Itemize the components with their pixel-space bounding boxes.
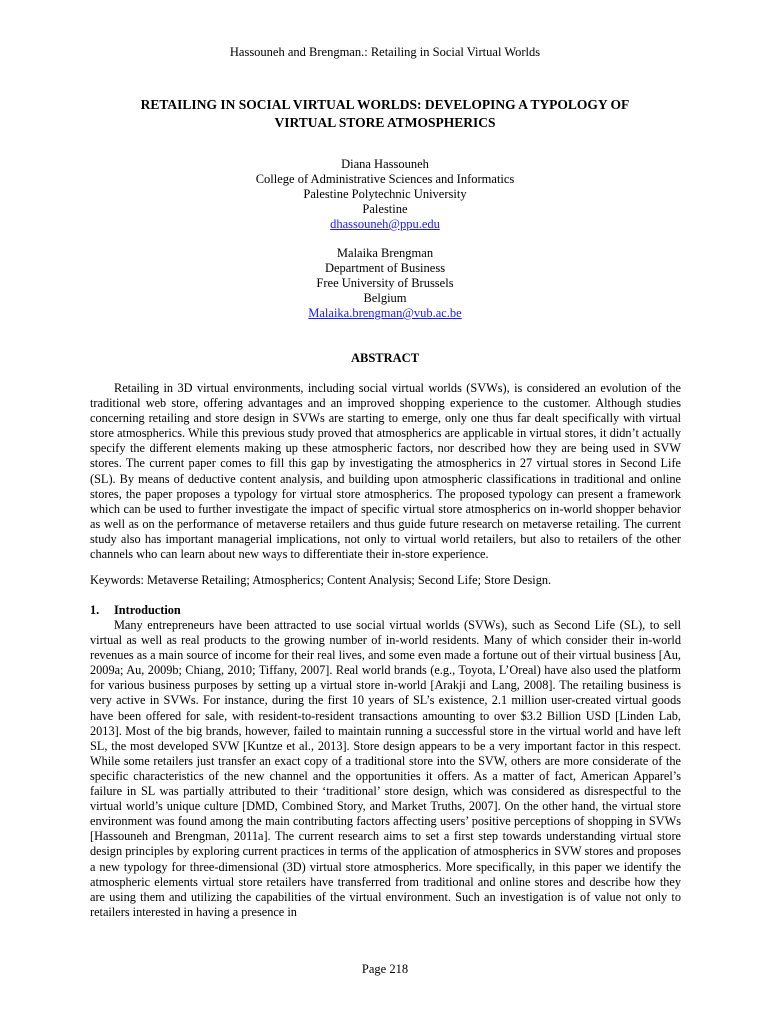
author-block-1 (0, 157, 770, 232)
introduction-text: Many entrepreneurs have been attracted to use social virtual worlds (SVWs), such as Second Life (SL), to sell virtual as well as real products to the growing number of in-world residents. Many of which consider their in-world revenues as a main source of income for their real lives, and some even made a fortune out of their virtual business [Au, 2009a; Au, 2009b; Chiang, 2010; Tiffany, 2007]. Real world brands (e.g., Toyota, L’Oreal) have also used the platform for various business purposes by setting up a virtual store in-world [Arakji and Lang, 2008]. The retailing business is very active in SVWs. For instance, during the first 10 years of SL’s existence, 2.1 million user-created virtual goods have been offered for sale, with resident-to-resident transactions amounting to over $3.2 Billion USD [Linden Lab, 2013]. Most of the big brands, however, failed to maintain running a successful store in the virtual world and have left SL, the most developed SVW [Kuntze et al., 2013]. Store design appears to be a very important factor in this respect. While some retailers just transfer an exact copy of a traditional store into the SVW, others are more considerate of the specific characteristics of the new channel and the opportunities it offers. As a matter of fact, American Apparel’s failure in SL was partially attributed to their ‘traditional’ store design, which was considered as disrespectful to the virtual world’s unique culture [DMD, Combined Story, and Market Truths, 2007]. On the other hand, the virtual store environment was found among the main contributing factors affecting users’ positive perceptions of shopping in SVWs [Hassouneh and Brengman, 2011a]. The current research aims to set a first step towards understanding virtual store design principles by exploring current practices in terms of the application of atmospherics in SVW stores and proposes a new typology for three-dimensional (3D) virtual store atmospherics. More specifically, in this paper we identify the atmospheric elements virtual store retailers have transferred from traditional and online stores and describe how they are using them and utilizing the capabilities of the virtual environment. Such an investigation is of value not only to retailers interested in having a presence in (90, 618, 681, 919)
author-country: Belgium (363, 291, 407, 305)
section-number: 1. (90, 603, 100, 617)
running-header: Hassouneh and Brengman.: Retailing in Social Virtual Worlds (229, 45, 541, 59)
author-name: Diana Hassouneh (341, 157, 429, 171)
abstract-text: Retailing in 3D virtual environments, including social virtual worlds (SVWs), is considered an evolution of the traditional web store, offering advantages and an improved shopping experience to the customer. Although studies concerning retailing and store design in SVWs are starting to emerge, only one thus far dealt specifically with virtual store atmospherics. While this previous study proved that atmospherics are applicable in virtual stores, it didn’t actually specify the different elements making up these atmospheric factors, nor described how they are being used in SVW stores. The current paper comes to fill this gap by investigating the atmospherics in 27 virtual stores in Second Life (SL). By means of deductive content analysis, and building upon atmospheric classifications in traditional and online stores, the paper proposes a typology for virtual store atmospherics. The proposed typology can present a framework which can be used to further investigate the impact of specific virtual store atmospherics on in-world shopper behavior as well as on the performance of metaverse retailers and thus guide future research on metaverse retailing. The current study also has important managerial implications, not only to virtual world retailers, but also to retailers of the other channels who can learn about new ways to differentiate their in-store experience. (90, 381, 681, 562)
paper-title: RETAILING IN SOCIAL VIRTUAL WORLDS: DEVELOPING A TYPOLOGY OF VIRTUAL STORE ATMOSPHERICS (140, 97, 630, 130)
author-country: Palestine (362, 202, 408, 216)
author-list (0, 157, 770, 335)
section-title: Introduction (114, 603, 181, 617)
author-college: Department of Business (324, 261, 446, 275)
page-number: Page 218 (361, 962, 409, 976)
author-email-link[interactable]: dhassouneh@ppu.edu (330, 217, 440, 231)
abstract-heading: ABSTRACT (350, 351, 420, 365)
author-name: Malaika Brengman (336, 246, 434, 260)
author-block-2 (0, 246, 770, 321)
keywords-line: Keywords: Metaverse Retailing; Atmospherics; Content Analysis; Second Life; Store Design. (90, 573, 552, 587)
author-college: College of Administrative Sciences and Informatics (255, 172, 515, 186)
author-email-link[interactable]: Malaika.brengman@vub.ac.be (308, 306, 462, 320)
author-university: Palestine Polytechnic University (303, 187, 467, 201)
section-heading (90, 603, 181, 618)
author-university: Free University of Brussels (316, 276, 454, 290)
